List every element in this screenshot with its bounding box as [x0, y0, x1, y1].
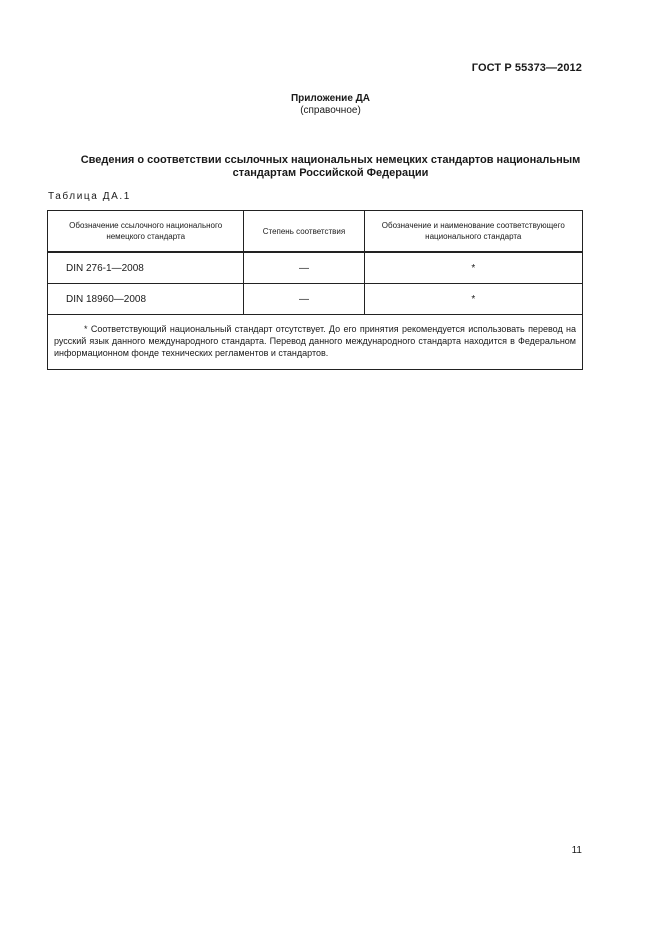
appendix-subtitle: (справочное) [300, 105, 361, 116]
table-row [48, 284, 583, 315]
standard-code: ГОСТ Р 55373—2012 [471, 62, 582, 74]
title-line-1: Сведения о соответствии ссылочных национальных немецких стандартов национальным [80, 154, 581, 166]
table-row [48, 252, 583, 284]
footnote-row [48, 315, 583, 370]
header-degree-of-correspondence: Степень соответствия [244, 211, 364, 253]
appendix-title: Приложение ДА [290, 93, 371, 104]
reference-standard-cell: DIN 276-1—2008 [48, 252, 244, 284]
table-label: Таблица ДА.1 [48, 191, 131, 202]
header-reference-standard: Обозначение ссылочного национального немецкого стандарта [48, 211, 244, 253]
footnote-text: * Соответствующий национальный стандарт отсутствует. До его принятия рекомендуется использовать перевод на русский язык данного международного стандарта. Перевод данного международного стандарта находится в Федеральном информационном фонде технических регламентов и стандартов. [54, 324, 576, 358]
title-line-2: стандартам Российской Федерации [232, 167, 429, 179]
degree-cell: — [244, 284, 364, 315]
document-title [40, 154, 621, 180]
national-standard-cell: * [364, 252, 582, 284]
appendix-heading [0, 93, 661, 117]
national-standard-cell: * [364, 284, 582, 315]
table-header-row [48, 211, 583, 253]
degree-cell: — [244, 252, 364, 284]
page-number: 11 [571, 845, 582, 856]
footnote-cell [48, 315, 583, 370]
header-national-standard: Обозначение и наименование соответствующего национального стандарта [364, 211, 582, 253]
correspondence-table [47, 210, 583, 370]
reference-standard-cell: DIN 18960—2008 [48, 284, 244, 315]
